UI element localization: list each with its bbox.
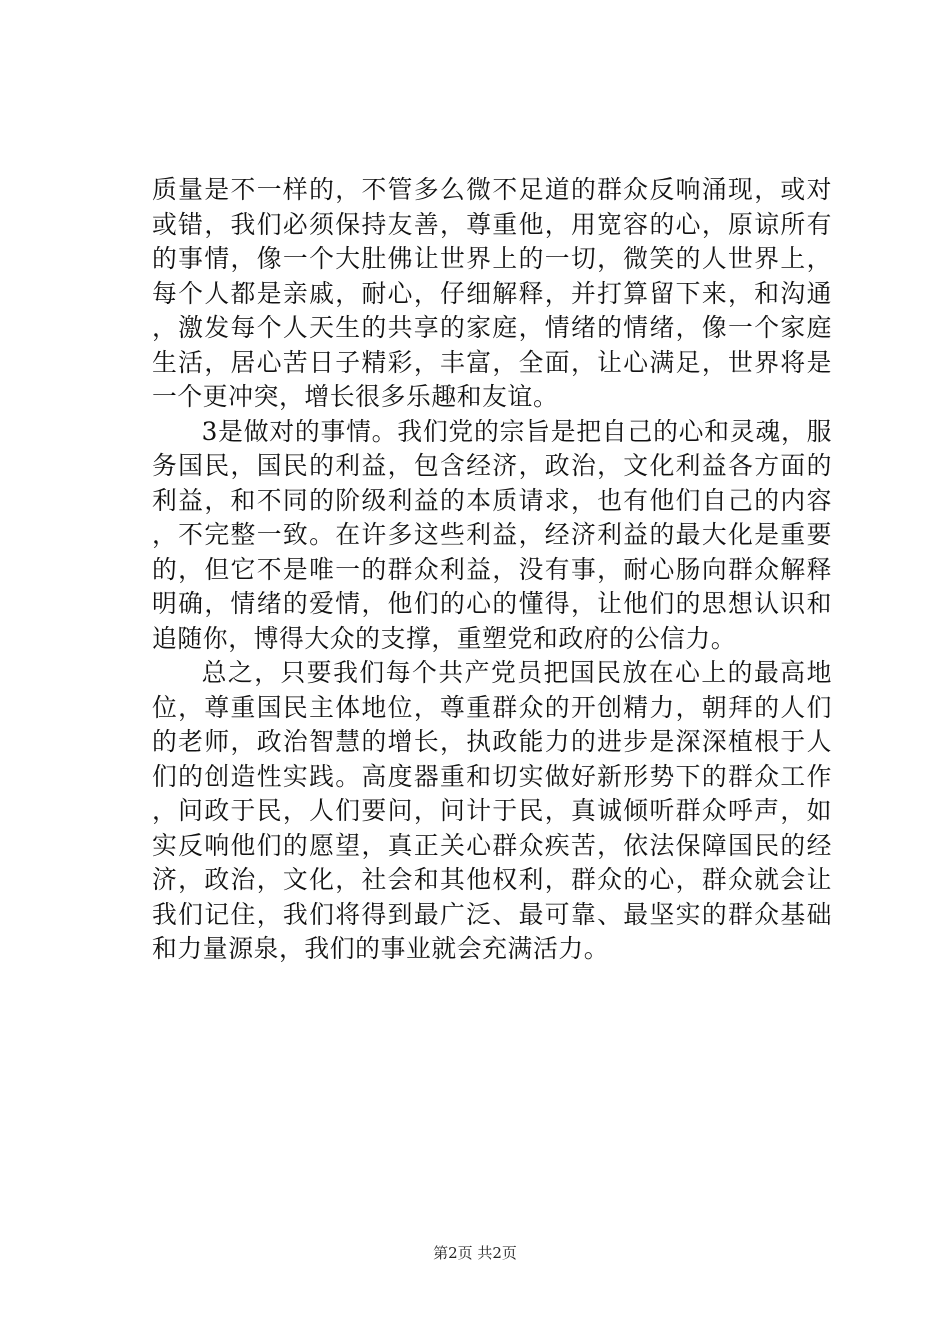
paragraph-conclusion: 总之，只要我们每个共产党员把国民放在心上的最高地位，尊重国民主体地位，尊重群众的开创精力，朝拜的人们的老师，政治智慧的增长，执政能力的进步是深深植根于人们的创造性实践。高度器重和切实做好新形势下的群众工作，问政于民，人们要问，问计于民，真诚倾听群众呼声，如实反响他们的愿望，真正关心群众疾苦，依法保障国民的经济，政治，文化，社会和其他权利，群众的心，群众就会让我们记住，我们将得到最广泛、最可靠、最坚实的群众基础和力量源泉，我们的事业就会充满活力。 [152, 658, 832, 963]
paragraph-continuation: 质量是不一样的，不管多么微不足道的群众反响涌现，或对或错，我们必须保持友善，尊重他，用宽容的心，原谅所有的事情，像一个大肚佛让世界上的一切，微笑的人世界上，每个人都是亲戚，耐心，仔细解释，并打算留下来，和沟通，激发每个人天生的共享的家庭，情绪的情绪，像一个家庭生活，居心苦日子精彩，丰富，全面，让心满足，世界将是一个更冲突，增长很多乐趣和友谊。 [152, 175, 832, 411]
page-footer: 第2页 共2页 [433, 1244, 517, 1262]
document-body [152, 173, 832, 967]
paragraph-point-three: 3是做对的事情。我们党的宗旨是把自己的心和灵魂，服务国民，国民的利益，包含经济，政治，文化利益各方面的利益，和不同的阶级利益的本质请求，也有他们自己的内容，不完整一致。在许多这些利益，经济利益的最大化是重要的，但它不是唯一的群众利益，没有事，耐心肠向群众解释明确，情绪的爱情，他们的心的懂得，让他们的思想认识和追随你，博得大众的支撑，重塑党和政府的公信力。 [152, 416, 832, 653]
